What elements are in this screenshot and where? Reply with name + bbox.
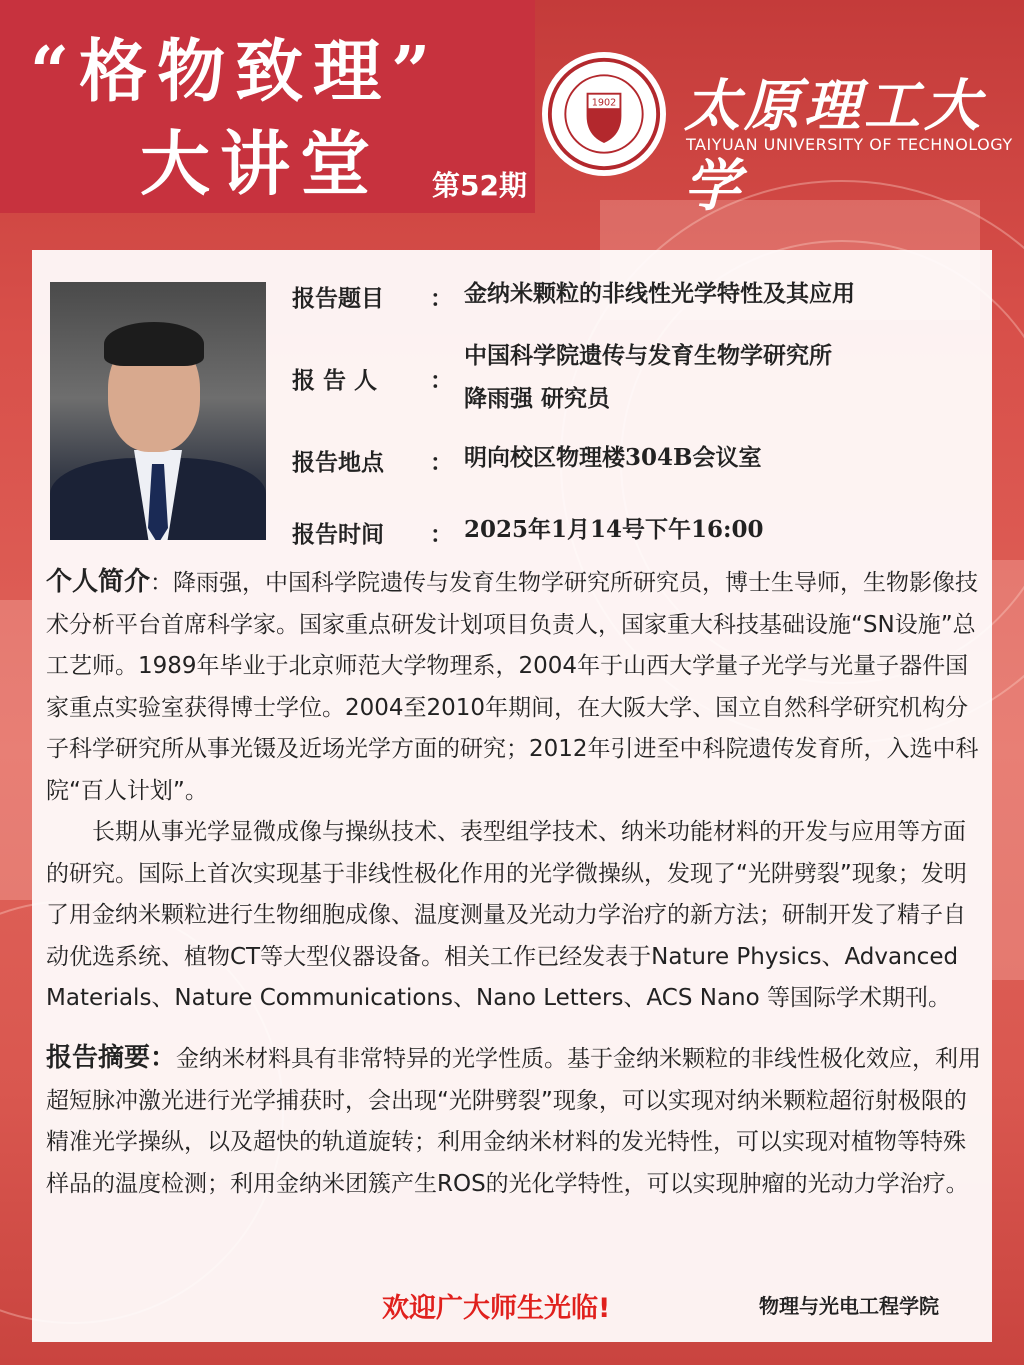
abstract-heading: 报告摘要：: [46, 1043, 177, 1073]
university-seal-logo: [542, 52, 666, 176]
bio-paragraph-1: [46, 562, 986, 812]
location-value: 明向校区物理楼304B会议室: [464, 444, 762, 471]
bio-text-1: ：降雨强，中国科学院遗传与发育生物学研究所研究员，博士生导师，生物影像技术分析平台首席科学家。国家重点研发计划项目负责人，国家重大科技基础设施“SN设施”总工艺师。1989年毕业于北京师范大学物理系，2004年于山西大学量子光学与光量子器件国家重点实验室获得博士学位。2004至2010年期间，在大阪大学、国立自然科学研究机构分子科学研究所从事光镊及近场光学方面的研究；2012年引进至中科院遗传发育所，入选中科院“百人计划”。: [46, 570, 979, 804]
content-panel: [32, 250, 992, 1342]
abstract-text: 金纳米材料具有非常特异的光学性质。基于金纳米颗粒的非线性极化效应，利用超短脉冲激光进行光学捕获时，会出现“光阱劈裂”现象，可以实现对纳米颗粒超衍射极限的精准光学操纵，以及超快的轨道旋转；利用金纳米材料的发光特性，可以实现对植物等特殊样品的温度检测；利用金纳米团簇产生ROS的光化学特性，可以实现肿瘤的光动力学治疗。: [46, 1046, 982, 1197]
speaker-colon: ：: [430, 367, 453, 394]
issue-number: 第52期: [432, 169, 527, 202]
event-title-line1: “格物致理”: [30, 32, 441, 112]
bio-section: [46, 562, 986, 1020]
time-label: 报告时间: [292, 521, 384, 548]
bio-heading: 个人简介: [46, 567, 151, 597]
speaker-name: 降雨强 研究员: [464, 385, 611, 412]
topic-label: 报告题目: [292, 285, 384, 312]
bio-paragraph-2: 长期从事光学显微成像与操纵技术、表型组学技术、纳米功能材料的开发与应用等方面的研究。国际上首次实现基于非线性极化作用的光学微操纵，发现了“光阱劈裂”现象；发明了用金纳米颗粒进行生物细胞成像、温度测量及光动力学治疗的新方法；研制开发了精子自动优选系统、植物CT等大型仪器设备。相关工作已经发表于Nature Physics、Advanced Materials、Nature Communications、Nano Letters、ACS Nano 等国际学术期刊。: [46, 819, 967, 1011]
event-title-banner: [0, 0, 535, 213]
event-title-line2: 大讲堂: [140, 122, 380, 205]
host-school: 物理与光电工程学院: [759, 1294, 939, 1318]
topic-colon: ：: [430, 285, 453, 312]
speaker-org: 中国科学院遗传与发育生物学研究所: [464, 342, 832, 369]
location-label: 报告地点: [292, 449, 384, 476]
welcome-message: 欢迎广大师生光临!: [382, 1293, 611, 1324]
university-name-en: TAIYUAN UNIVERSITY OF TECHNOLOGY: [686, 135, 1013, 154]
topic-value: 金纳米颗粒的非线性光学特性及其应用: [464, 280, 855, 307]
university-name-cn: 太原理工大学: [684, 73, 984, 219]
location-colon: ：: [430, 449, 453, 476]
speaker-label: 报告人: [292, 367, 385, 394]
time-colon: ：: [430, 521, 453, 548]
time-value: 2025年1月14号下午16:00: [464, 516, 764, 543]
abstract-section: [46, 1038, 986, 1205]
speaker-photo: [50, 282, 266, 540]
seal-year: 1902: [591, 97, 617, 109]
